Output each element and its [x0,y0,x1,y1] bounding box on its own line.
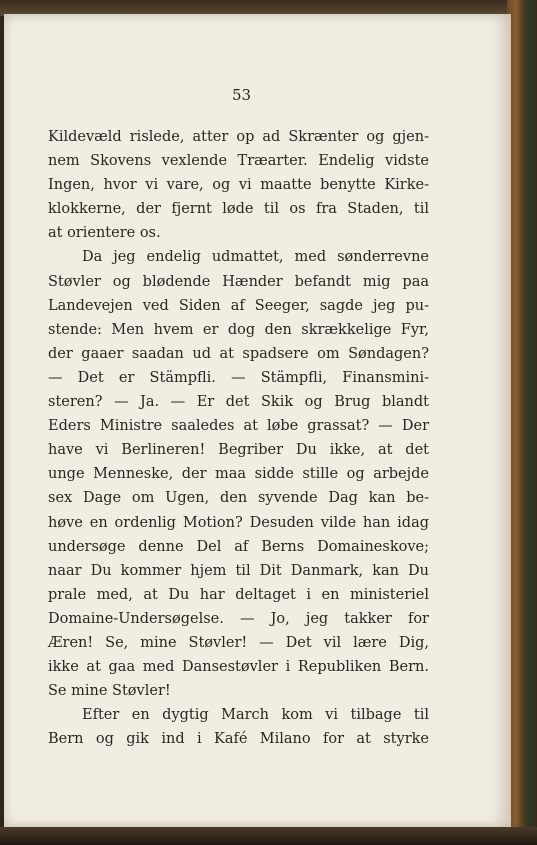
text-line: ikke at gaa med Dansestøvler i Republiken Bern. [48,659,429,676]
text-line: Æren! Se, mine Støvler! — Det vil lære Dig, [48,634,429,651]
text-line: have vi Berlineren! Begriber Du ikke, at det [48,442,429,459]
text-line: undersøge denne Del af Berns Domaineskove; [48,538,429,555]
body-text [48,125,429,751]
text-line: Domaine-Undersøgelse. — Jo, jeg takker for [48,610,429,627]
book-page [4,14,511,827]
text-line: nem Skovens vexlende Træarter. Endelig vidste [48,153,429,170]
text-line: Landevejen ved Siden af Seeger, sagde jeg pu- [48,297,429,314]
text-line: Ingen, hvor vi vare, og vi maatte benytte Kirke- [48,177,429,194]
text-line: Se mine Støvler! [48,683,171,700]
text-line: unge Menneske, der maa sidde stille og arbejde [48,466,429,483]
text-line: klokkerne, der fjernt løde til os fra Staden, til [48,201,429,218]
page-number: 53 [231,86,252,104]
text-line: sex Dage om Ugen, den syvende Dag kan be- [48,490,429,507]
text-line: høve en ordenlig Motion? Desuden vilde han idag [48,514,429,531]
text-line: stende: Men hvem er dog den skrækkelige Fyr, [48,321,429,338]
page-bottom-edge [0,827,537,845]
text-line: Efter en dygtig March kom vi tilbage til [82,707,429,724]
text-line: Da jeg endelig udmattet, med sønderrevne [82,249,429,266]
text-line: Eders Ministre saaledes at løbe grassat? — Der [48,418,429,435]
text-line: Støvler og blødende Hænder befandt mig paa [48,273,429,290]
text-line: Bern og gik ind i Kafé Milano for at styrke [48,731,429,748]
text-line: at orientere os. [48,225,161,242]
text-line: steren? — Ja. — Er det Skik og Brug blandt [48,394,429,411]
text-line: Kildevæld rislede, atter op ad Skrænter og gjen- [48,129,429,145]
text-line: — Det er Stämpfli. — Stämpfli, Finansmini- [48,369,429,386]
text-line: prale med, at Du har deltaget i en ministeriel [48,586,429,603]
book-spine [507,0,537,845]
text-line: naar Du kommer hjem til Dit Danmark, kan Du [48,562,429,579]
text-line: der gaaer saadan ud at spadsere om Søndagen? [48,345,429,362]
